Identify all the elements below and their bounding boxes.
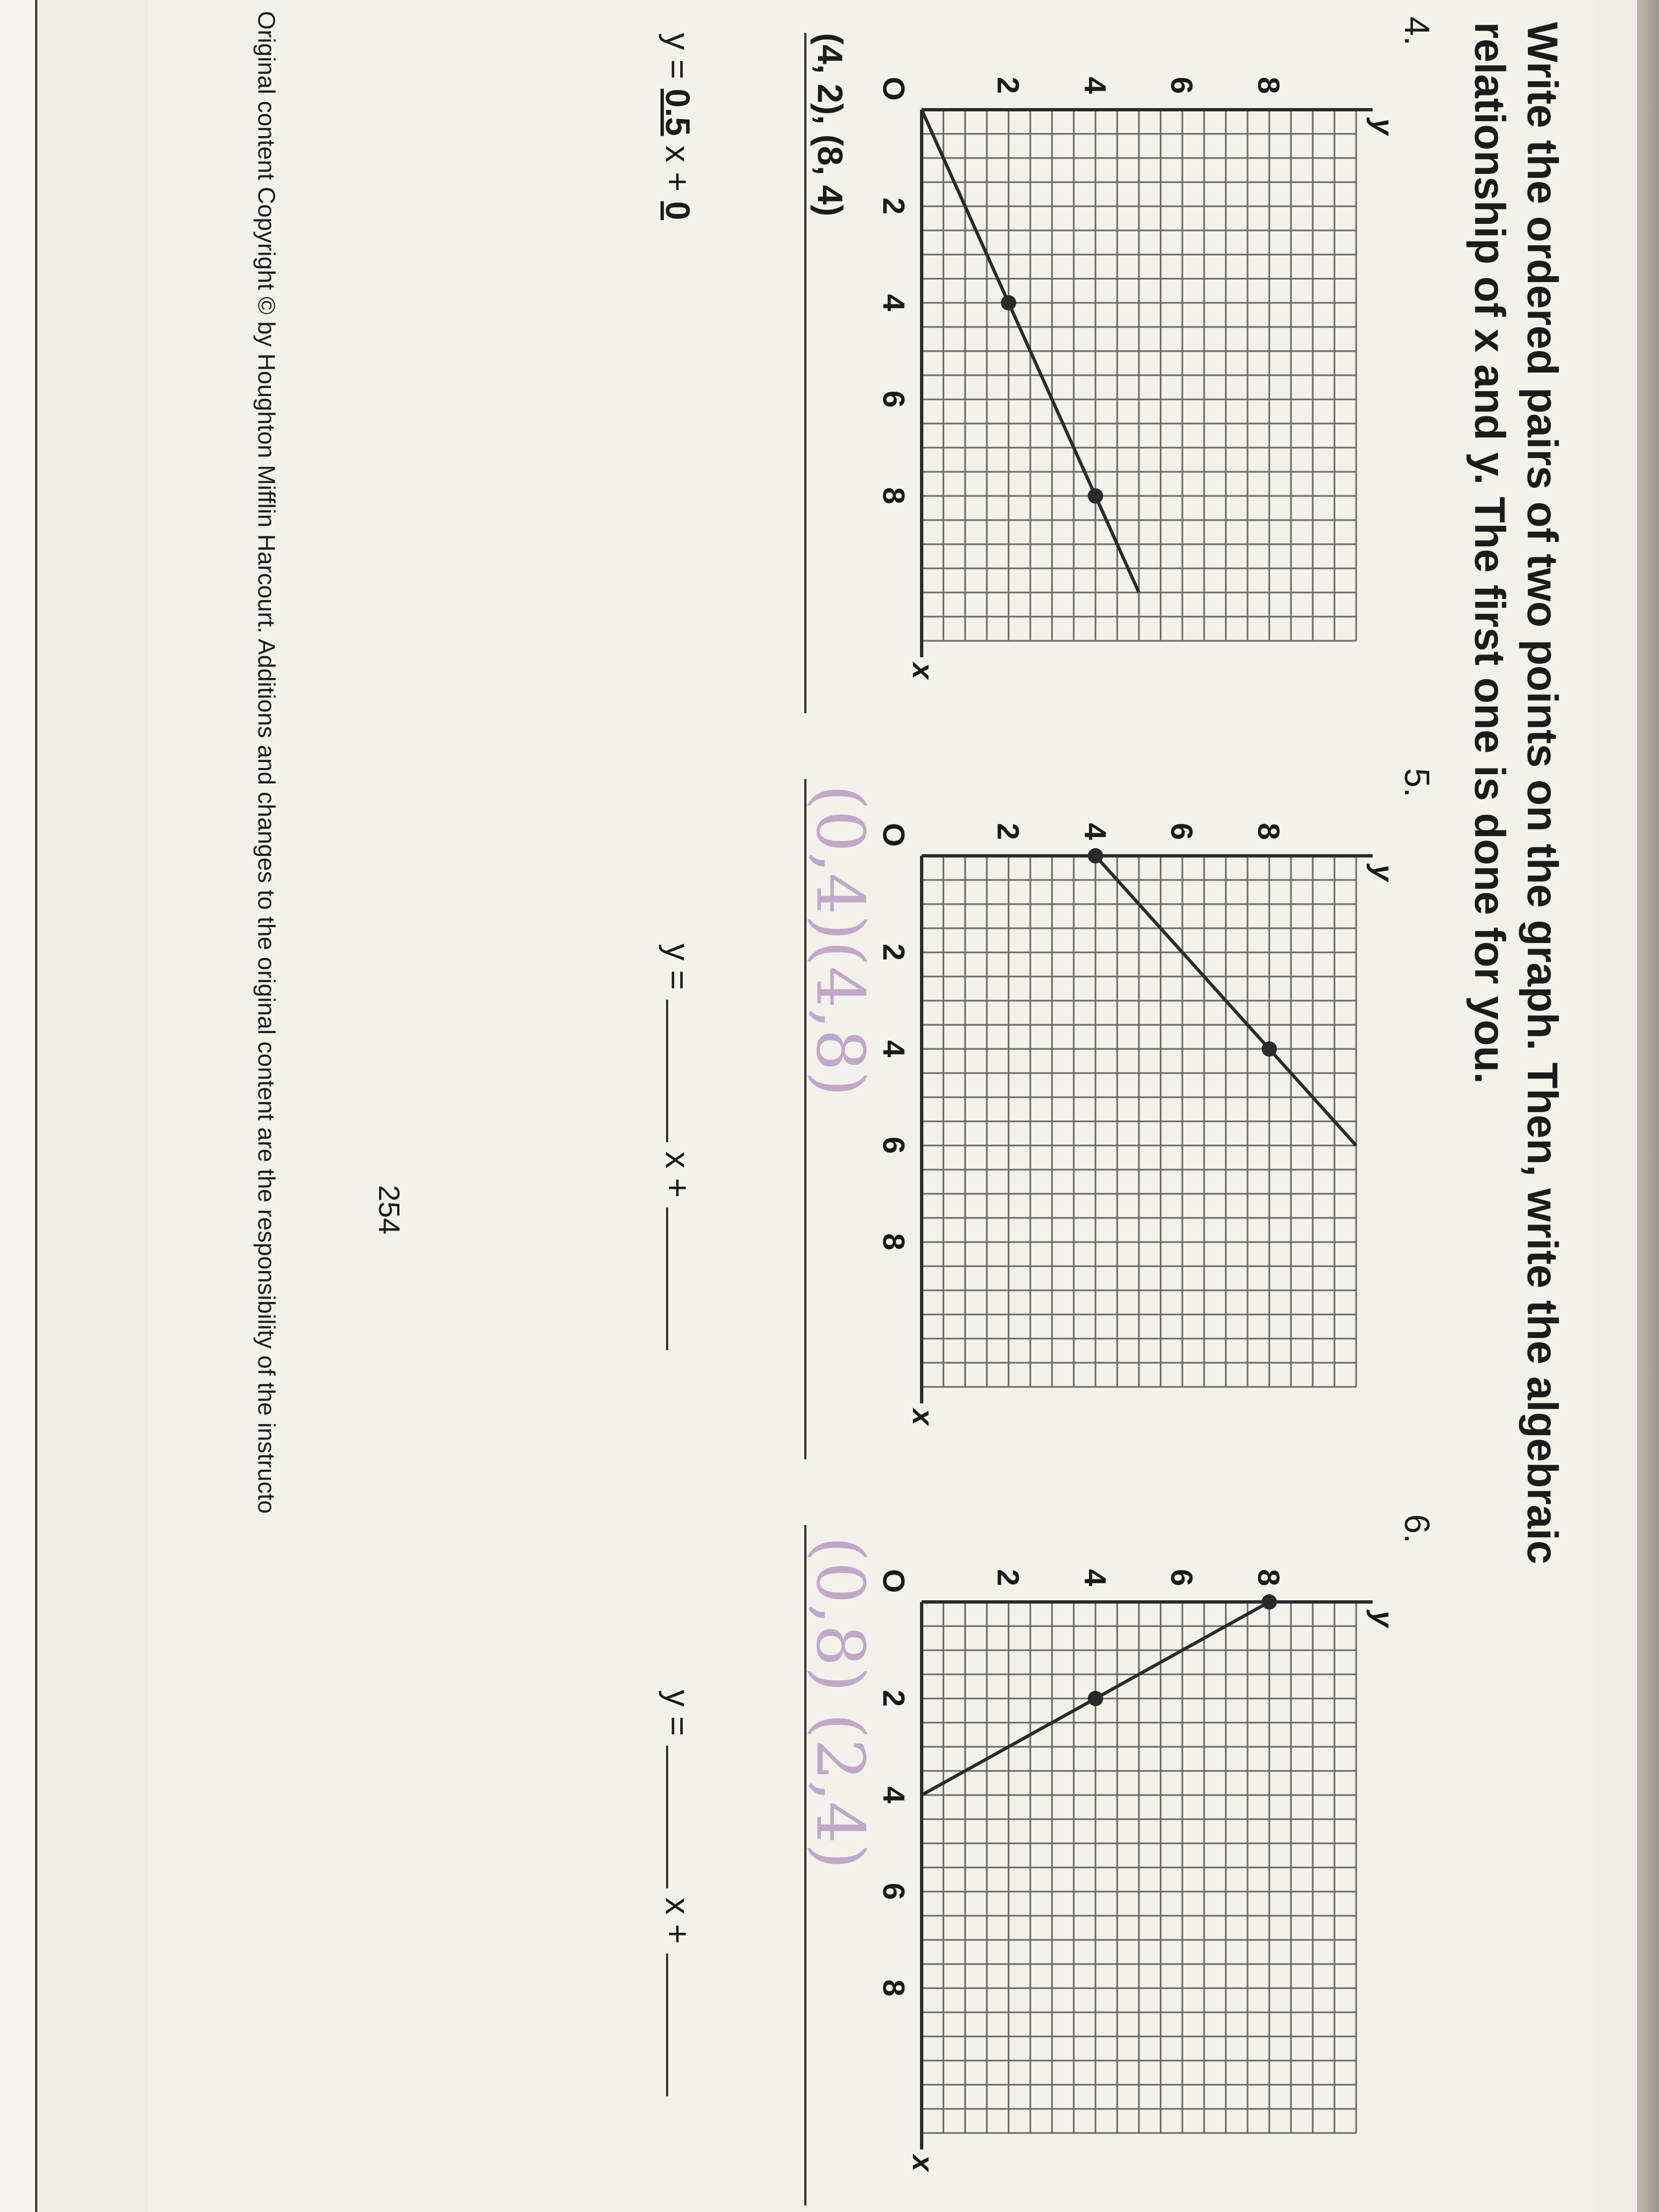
problem-5-answer-line[interactable] [804,779,806,1459]
problem-6-handwritten-pairs: (0,8) (2,4) [802,1536,878,1870]
graph-point [1262,1041,1277,1057]
equation-prefix: y = [658,1690,696,1736]
photo-background-right [1637,0,1659,2212]
y-tick-label: 4 [1077,1569,1113,1587]
y-axis-label: y [1366,1611,1399,1628]
y-tick-label: 6 [1165,823,1200,840]
slope-blank[interactable] [666,1746,668,1888]
equation-intercept: 0 [658,201,696,221]
equation-middle: x + [658,1151,696,1198]
equation-middle: x + [658,1897,696,1944]
origin-label: O [877,1569,911,1593]
intercept-blank[interactable] [666,1207,668,1350]
problem-6-equation [658,1690,697,2096]
problem-4-graph [867,33,1415,713]
x-tick-label: 2 [877,1690,911,1707]
problem-6-answer-line[interactable] [804,1525,806,2205]
instructions-text: Write the ordered pairs of two points on the graph. Then, write the algebraic relationship of x and y. The first one is done for you. [1466,22,1567,1565]
y-tick-label: 8 [1251,1569,1286,1587]
problem-5-number: 5. [1397,768,1437,798]
x-tick-label: 6 [877,391,911,408]
graph-point [1001,295,1016,311]
x-tick-label: 8 [877,1979,911,1997]
page-number: 254 [373,1185,405,1235]
equation-slope: 0.5 [658,88,696,136]
graph-point [1262,1594,1277,1610]
x-tick-label: 2 [877,944,911,961]
graph-point [1088,848,1103,864]
equation-prefix: y = [658,33,696,80]
x-tick-label: 2 [877,198,911,215]
intercept-blank[interactable] [666,1954,668,2096]
y-tick-label: 4 [1077,823,1113,840]
problem-5-handwritten-pairs: (0,4)(4,8) [802,785,878,1097]
x-axis-label: x [906,663,939,680]
x-tick-label: 4 [877,1786,911,1804]
x-tick-label: 8 [877,487,911,505]
origin-label: O [877,823,911,847]
problem-4-number: 4. [1397,16,1437,46]
y-tick-label: 6 [1165,1569,1200,1587]
problem-4-answer-line [804,33,806,713]
problem-5-graph [867,779,1415,1459]
origin-label: O [877,77,911,101]
y-tick-label: 8 [1251,823,1286,840]
photo-background-left [0,0,37,2212]
y-tick-label: 2 [991,1569,1026,1587]
slope-blank[interactable] [666,1000,668,1142]
x-axis-label: x [906,2155,939,2172]
x-tick-label: 8 [877,1233,911,1251]
y-tick-label: 2 [991,77,1026,94]
x-tick-label: 4 [877,1040,911,1058]
x-tick-label: 6 [877,1137,911,1154]
equation-prefix: y = [658,944,696,990]
graph-point [1088,488,1103,504]
equation-middle: x + [658,145,696,192]
y-axis-label: y [1366,865,1399,882]
x-tick-label: 4 [877,294,911,312]
x-axis-label: x [906,1409,939,1426]
y-tick-label: 4 [1077,77,1113,94]
x-tick-label: 6 [877,1883,911,1900]
problem-5-equation [658,944,697,1350]
worksheet-page [148,0,1596,2212]
y-axis-label: y [1366,119,1399,136]
graph-point [1088,1691,1103,1706]
problem-6-graph [867,1525,1415,2205]
y-tick-label: 8 [1251,77,1286,94]
problem-4-ordered-pairs: (4, 2), (8, 4) [810,33,850,217]
problem-4-equation [658,33,697,220]
copyright-footer: Original content Copyright © by Houghton Mifflin Harcourt. Additions and changes to the original content are the responsibility of the instructo [253,11,280,1514]
y-tick-label: 6 [1165,77,1200,94]
y-tick-label: 2 [991,823,1026,840]
problem-6-number: 6. [1397,1514,1437,1544]
